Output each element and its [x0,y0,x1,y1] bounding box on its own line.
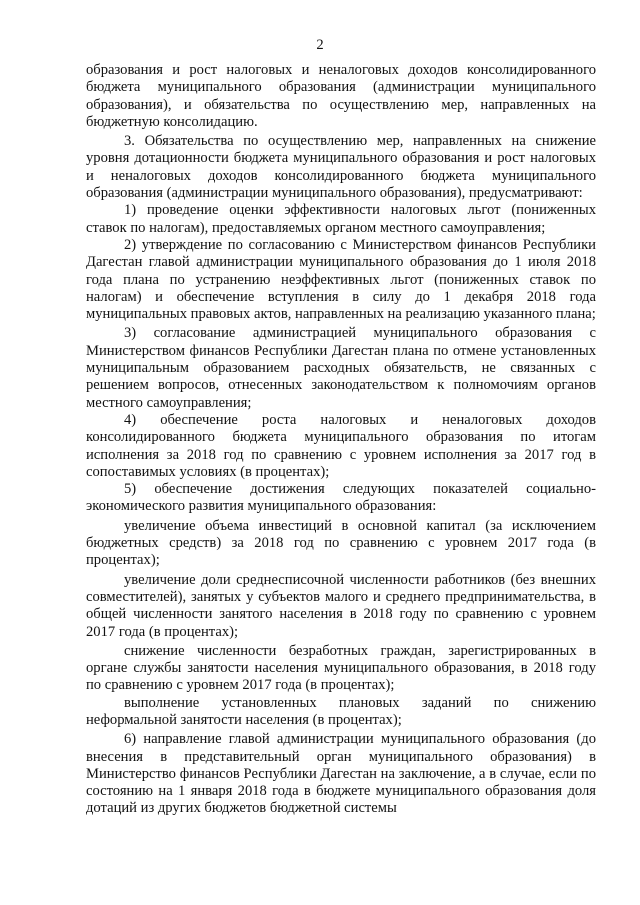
paragraph-subitem-1: 1) проведение оценки эффективности налоговых льгот (пониженных ставок по налогам), предоставляемых органом местного самоуправления; [86,202,596,236]
document-body [86,62,596,818]
paragraph-subitem-2: 2) утверждение по согласованию с Министерством финансов Республики Дагестан главой администрации муниципального образования до 1 июля 2018 года плана по устранению неэффективных льгот (пониженных ставок по налогам) и обеспечение вступления в силу до 1 декабря 2018 года муниципальных правовых актов, направленных на реализацию указанного плана; [86,236,596,323]
paragraph-indicator-unemployment: снижение численности безработных граждан, зарегистрированных в органе службы занятости населения муниципального образования, в 2018 году по сравнению с уровнем 2017 года (в процентах); [86,642,596,694]
paragraph-indicator-informal: выполнение установленных плановых заданий по снижению неформальной занятости населения (в процентах); [86,694,596,728]
paragraph-subitem-4: 4) обеспечение роста налоговых и неналоговых доходов консолидированного бюджета муниципального образования по итогам исполнения за 2018 год по сравнению с уровнем исполнения за 2017 год в сопоставимых условиях (в процентах); [86,411,596,480]
paragraph-subitem-3: 3) согласование администрацией муниципального образования с Министерством финансов Республики Дагестан плана по отмене установленных муниципальным образованием расходных обязательств, не связанных с решением вопросов, отнесенных законодательством к полномочиям органов местного самоуправления; [86,325,596,411]
paragraph-item-3: 3. Обязательства по осуществлению мер, направленных на снижение уровня дотационности бюджета муниципального образования и рост налоговых и неналоговых доходов консолидированного бюджета муниципального образования (администрации муниципального образования), предусматривают: [86,133,596,202]
paragraph-indicator-investment: увеличение объема инвестиций в основной капитал (за исключением бюджетных средств) за 2018 год по сравнению с уровнем 2017 года (в процентах); [86,517,596,569]
paragraph-indicator-employment: увеличение доли среднесписочной численности работников (без внешних совместителей), занятых у субъектов малого и среднего предпринимательства, в общей численности занятого населения в 2018 году по сравнению с уровнем 2017 года (в процентах); [86,571,596,640]
paragraph-subitem-6: 6) направление главой администрации муниципального образования (до внесения в представительный орган муниципального образования) в Министерство финансов Республики Дагестан на заключение, а в случае, если по состоянию на 1 января 2018 года в бюджете муниципального образования доля дотаций из других бюджетов бюджетной системы [86,731,596,817]
paragraph-continuation: образования и рост налоговых и неналоговых доходов консолидированного бюджета муниципального образования (администрации муниципального образования), и обязательства по осуществлению мер, направленных на бюджетную консолидацию. [86,62,596,130]
paragraph-subitem-5: 5) обеспечение достижения следующих показателей социально-экономического развития муниципального образования: [86,481,596,515]
page-number: 2 [316,37,324,53]
